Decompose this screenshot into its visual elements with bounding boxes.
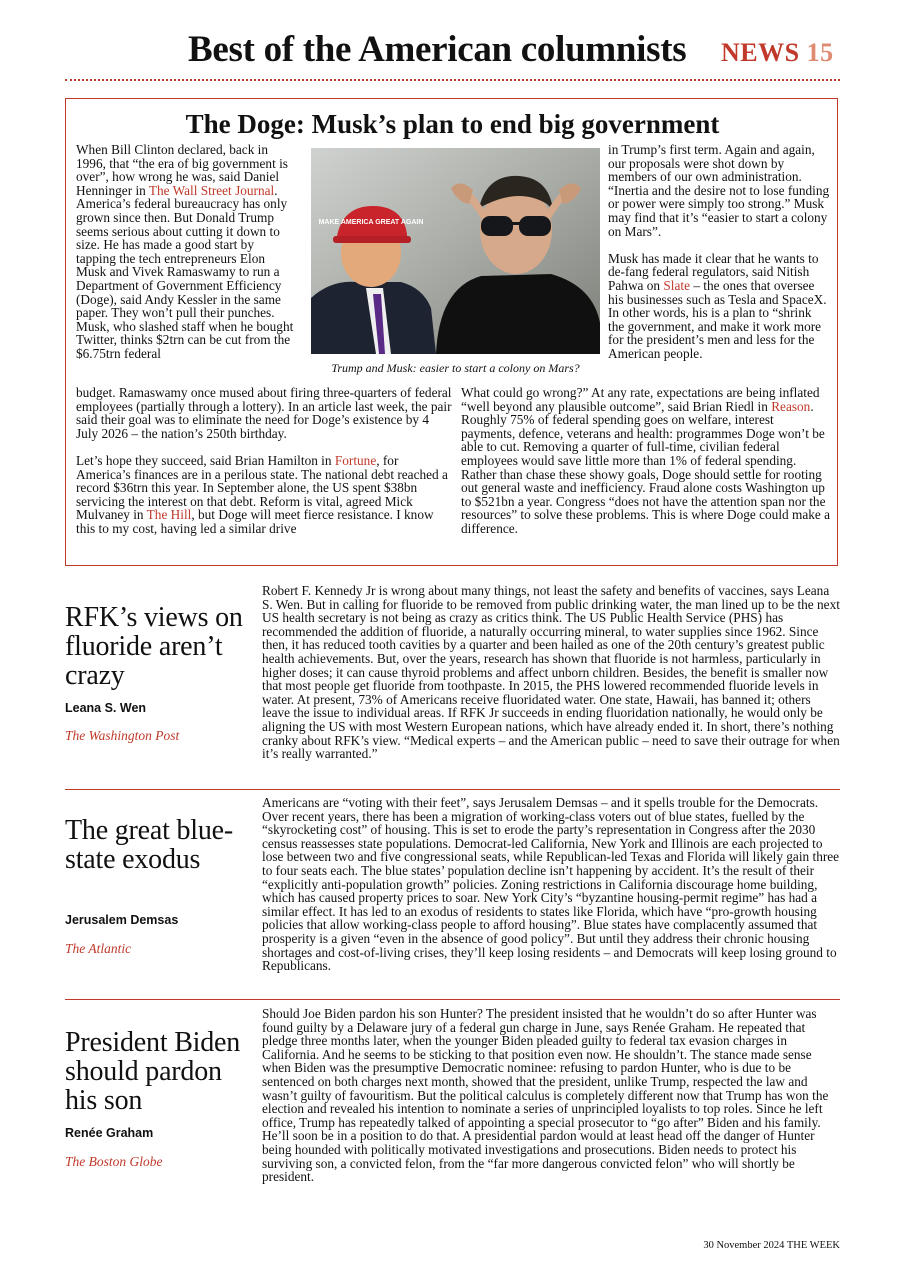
source-link[interactable]: Reason (771, 398, 811, 414)
text-run: . Roughly 75% of federal spending goes on welfare, interest payments, defence, veterans and health: programmes Doge won’t be able to cut. Removing a quarter of full-time, civilian federal employees would save little more than 1% of federal spending. Rather than chase these showy goals, Doge should settle for rooting out general waste and inefficiency. Fraud alone costs Washington up to $521bn a year. Congress “does not have the attention span nor the resources” to solve these problems. This is where Doge could make a difference. (461, 398, 831, 536)
header-divider (65, 79, 840, 81)
column-author: Jerusalem Demsas (65, 913, 179, 927)
feature-paragraph: in Trump’s first term. Again and again, our proposals were shot down by members of our own administration. “Inertia and the desire not to lose funding or power were simply too strong.” Musk may find that it’s “easier to start a colony on Mars”. (608, 142, 830, 239)
column-source[interactable]: The Washington Post (65, 728, 180, 743)
feature-paragraph: budget. Ramaswamy once mused about firing three-quarters of federal employees (partially through a lottery). In an article last week, the pair said their goal was to eliminate the need for Doge’s existence by 4 July 2026 – the nation’s 250th birthday. (76, 385, 452, 441)
photo-caption: Trump and Musk: easier to start a colony on Mars? (331, 361, 580, 375)
column-source[interactable]: The Atlantic (65, 941, 132, 956)
text-run: Let’s hope they succeed, said Brian Hamilton in (76, 452, 335, 468)
text-run: – the ones that oversee his businesses such as Tesla and SpaceX. In other words, his is a plan to “shrink the government, and make it work more for the president’s men and less for the American people. (608, 277, 827, 361)
trump-musk-photo (311, 148, 600, 354)
column-body: Robert F. Kennedy Jr is wrong about many things, not least the safety and benefits of vaccines, says Leana S. Wen. But in calling for fluoride to be removed from public drinking water, the man lined up to be the next US health secretary is not being as crazy as critics think. The US Public Health Service (PHS) has recommended the addition of fluoride, a naturally occurring mineral, to water supplies since 1962. Since then, it has reduced tooth cavities by a quarter and been hailed as one of the 20th century’s greatest public health achievements. But, over the years, research has shown that fluoride is not harmless, particularly in higher doses; it can cause thyroid problems and affect unborn children. Besides, the benefit is smaller now that most people get fluoride from toothpaste. In 2015, the PHS lowered recommended fluoride levels in water. At present, 73% of Americans receive fluoridated water. One state, Hawaii, has banned it; others leave the issue to individual areas. If RFK Jr succeeds in ending fluoridation nationally, he would only be aligning the US with most Western European nations, which have already ended it. In short, there’s nothing cranky about RFK’s view. “Medical experts – and the American public – need to save their outrage for when it’s really warranted.” (262, 583, 840, 762)
feature-column-bottom-right (461, 386, 831, 536)
column-divider (65, 999, 840, 1000)
text-run: Musk has made it clear that he wants to de-fang federal regulators, said Nitish Pahwa on (608, 250, 819, 293)
feature-photo (311, 148, 600, 354)
text-run: , but Doge will meet fierce resistance. I know this to my cost, having led a similar drive (76, 507, 434, 536)
section-label (721, 38, 834, 68)
column-body: Americans are “voting with their feet”, says Jerusalem Demsas – and it spells trouble for the Democrats. Over recent years, there has been a migration of working-class voters out of blue states, fuelled by the “skyrocketing cost” of housing. This is set to erode the party’s representation in Congress after the 2030 census reassesses state populations. Democrat-led California, New York and Illinois are each projected to lose between two and five congressional seats, while Republican-led Texas and Florida will likely gain three to four seats each. The blue states’ population decline isn’t happening by accident. It’s the result of their “explicitly anti-population growth” policies. Zoning restrictions in California discourage home building, which has caused property prices to soar. New York City’s “byzantine housing-permit regime” has had a similar effect. It has led to an exodus of residents to states like Florida, which have “pro-growth housing policies that allow working-class people to afford housing”. Blue states have complacently assumed that prosperity is a given “even in the absence of good policy”. But until they address their chronic housing shortages and cost-of-living crises, they’ll keep losing residents – and Democrats will keep losing ground to Republicans. (262, 795, 840, 974)
feature-title: The Doge: Musk’s plan to end big government (185, 109, 720, 139)
section-name: NEWS (721, 38, 800, 67)
column-title: The great blue-state exodus (65, 815, 234, 875)
publication-name: THE WEEK (786, 1240, 840, 1251)
text-run: When Bill Clinton declared, back in 1996, that “the era of big government is over”, how wrong he was, said Daniel Henninger in (76, 142, 288, 198)
feature-column-left (76, 143, 296, 361)
column-author: Leana S. Wen (65, 701, 147, 715)
feature-paragraph (76, 143, 296, 361)
text-run: , for America’s finances are in a perilous state. The national debt reached a record $36trn this year. In September alone, the US spent $38bn servicing the interest on that debt. Reform is vital, agreed Mick Mulvaney in (76, 452, 448, 523)
page-title: Best of the American columnists (188, 29, 687, 70)
column-title: RFK’s views on fluoride aren’t crazy (65, 602, 243, 691)
column-author: Renée Graham (65, 1126, 154, 1140)
source-link[interactable]: Slate (663, 277, 690, 293)
column-source[interactable]: The Boston Globe (65, 1154, 163, 1169)
column-title: President Biden should pardon his son (65, 1027, 241, 1116)
source-link[interactable]: The Hill (146, 507, 192, 523)
cap-slogan: MAKE AMERICA GREAT AGAIN (318, 219, 424, 226)
feature-column-bottom-left (76, 386, 454, 536)
feature-column-right (608, 143, 830, 361)
source-link[interactable]: The Wall Street Journal (148, 182, 275, 198)
source-link[interactable]: Fortune (334, 452, 377, 468)
feature-paragraph (461, 386, 831, 536)
column-divider (65, 789, 840, 790)
feature-paragraph (608, 252, 830, 361)
text-run: . America’s federal bureaucracy has only grown since then. But Donald Trump seems serious about cutting it down to size. He has made a good start by tapping the tech entrepreneurs Elon Musk and Vivek Ramaswamy to run a Department of Government Efficiency (Doge), said Andy Kessler in the same paper. They won’t pull their punches. Musk, who slashed staff when he bought Twitter, thinks $2trn can be cut from the $6.75trn federal (76, 182, 294, 361)
page-number: 15 (806, 38, 834, 67)
issue-date: 30 November 2024 (703, 1240, 785, 1251)
text-run: What could go wrong?” At any rate, expectations are being inflated “well beyond any plausible outcome”, said Brian Riedl in (461, 385, 820, 414)
column-body: Should Joe Biden pardon his son Hunter? The president insisted that he wouldn’t do so after Hunter was found guilty by a Delaware jury of a federal gun charge in June, says Renée Graham. He repeated that pledge three months later, when the younger Biden pleaded guilty to federal tax evasion charges in California. And he seems to be sticking to that position even now. He shouldn’t. The stance made sense when Biden was the presumptive Democratic nominee: refusing to pardon Hunter, who is due to be sentenced on both charges next month, showed that the president, unlike Trump, respected the law and wasn’t guilty of favouritism. But the political calculus is completely different now that Trump has won the election and revealed his intention to nominate a series of unprincipled loyalists to top roles. Since he left office, Trump has repeatedly talked of appointing a special prosecutor to “go after” Biden and his family. He’ll soon be in a position to do that. A presidential pardon would at least head off the danger of Hunter being hounded with politically motivated investigations and prosecutions. Biden needs to protect his surviving son, a convicted felon, from the “far more dangerous convicted felon” who will shortly be president. (262, 1006, 829, 1185)
page-footer (600, 1240, 840, 1252)
feature-paragraph (76, 454, 454, 536)
